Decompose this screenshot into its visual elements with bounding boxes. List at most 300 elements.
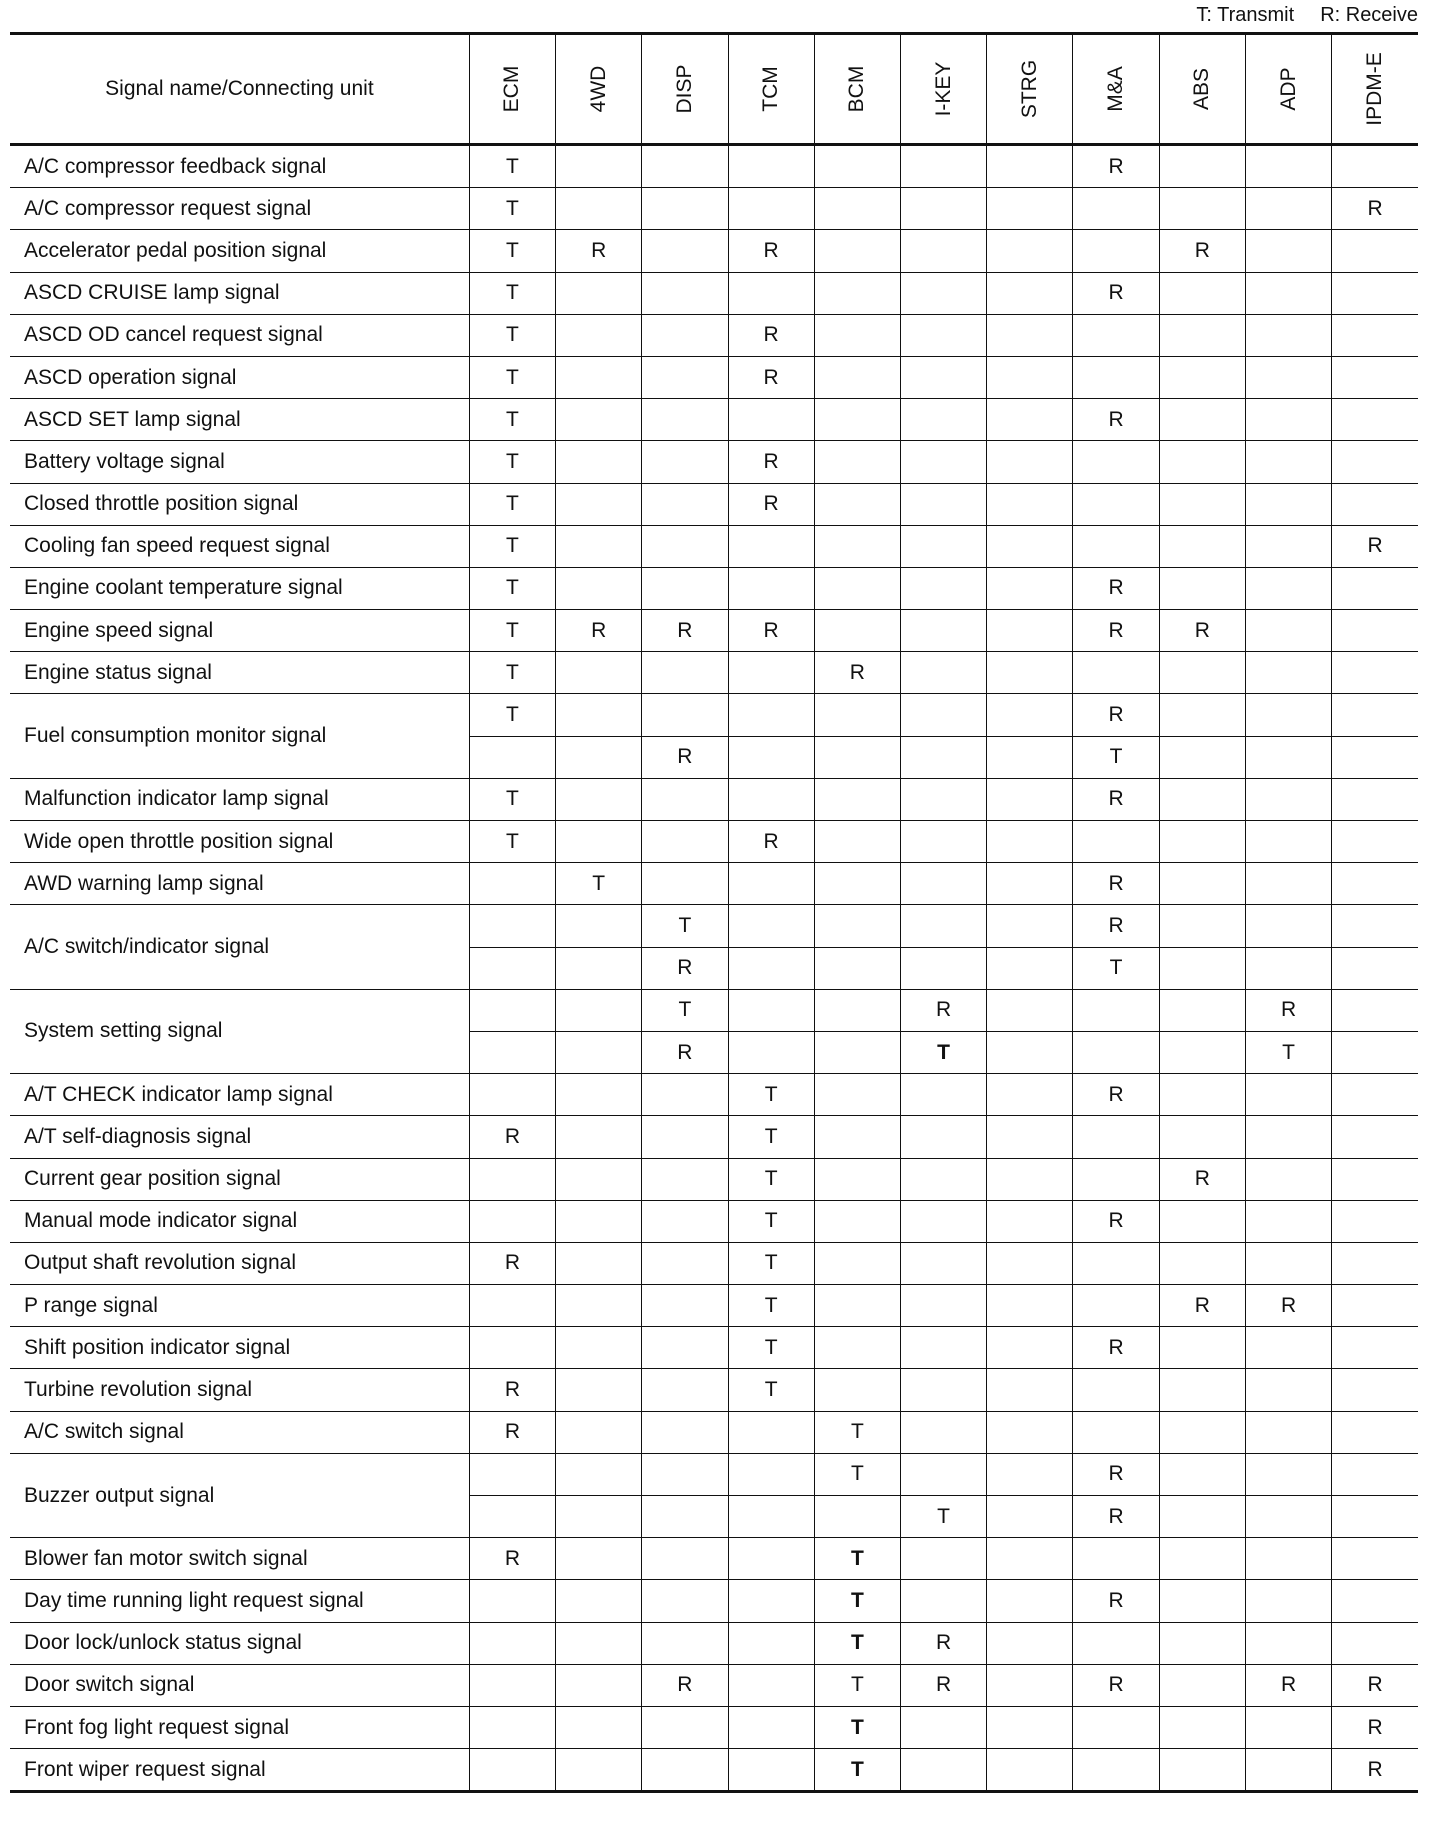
signal-cell bbox=[1073, 652, 1159, 694]
signal-cell bbox=[556, 145, 642, 188]
signal-cell bbox=[1332, 694, 1418, 736]
signal-cell: R bbox=[728, 483, 814, 525]
signal-cell bbox=[642, 821, 728, 863]
signal-cell bbox=[814, 314, 900, 356]
signal-cell bbox=[642, 567, 728, 609]
signal-cell bbox=[814, 525, 900, 567]
unit-column-label: IPDM-E bbox=[1363, 52, 1387, 126]
signal-cell: R bbox=[728, 314, 814, 356]
signal-cell: R bbox=[642, 610, 728, 652]
signal-cell bbox=[1332, 441, 1418, 483]
signal-cell: R bbox=[1073, 1327, 1159, 1369]
signal-cell bbox=[642, 230, 728, 272]
signal-cell bbox=[900, 1369, 986, 1411]
signal-cell bbox=[728, 525, 814, 567]
signal-cell: T bbox=[728, 1200, 814, 1242]
signal-cell bbox=[642, 863, 728, 905]
unit-column-label: TCM bbox=[759, 66, 783, 112]
signal-cell bbox=[642, 272, 728, 314]
signal-cell bbox=[987, 1200, 1073, 1242]
signal-cell: R bbox=[1073, 1496, 1159, 1538]
signal-name: ASCD CRUISE lamp signal bbox=[10, 272, 469, 314]
signal-cell bbox=[728, 1496, 814, 1538]
signal-cell bbox=[1332, 1200, 1418, 1242]
table-row bbox=[10, 1706, 1418, 1748]
signal-cell bbox=[900, 736, 986, 778]
signal-cell bbox=[1159, 1369, 1245, 1411]
signal-cell bbox=[556, 1749, 642, 1792]
signal-cell bbox=[900, 483, 986, 525]
unit-column-header bbox=[1332, 34, 1418, 145]
signal-cell bbox=[987, 1453, 1073, 1495]
signal-cell bbox=[1073, 1749, 1159, 1792]
signal-cell bbox=[900, 947, 986, 989]
signal-cell bbox=[556, 1622, 642, 1664]
signal-cell bbox=[642, 1538, 728, 1580]
signal-cell bbox=[469, 1285, 555, 1327]
unit-column-header bbox=[1245, 34, 1331, 145]
signal-cell: R bbox=[1245, 1285, 1331, 1327]
signal-cell bbox=[814, 905, 900, 947]
signal-cell: R bbox=[1073, 1580, 1159, 1622]
signal-cell: R bbox=[642, 736, 728, 778]
signal-cell bbox=[1245, 778, 1331, 820]
unit-column-header bbox=[987, 34, 1073, 145]
signal-cell: R bbox=[728, 821, 814, 863]
signal-cell: R bbox=[728, 610, 814, 652]
signal-cell bbox=[1332, 778, 1418, 820]
signal-cell bbox=[1073, 356, 1159, 398]
signal-cell: T bbox=[814, 1580, 900, 1622]
signal-cell bbox=[1159, 821, 1245, 863]
signal-cell bbox=[1159, 652, 1245, 694]
signal-cell bbox=[1159, 399, 1245, 441]
signal-cell bbox=[642, 525, 728, 567]
table-row bbox=[10, 1242, 1418, 1284]
signal-cell bbox=[1073, 483, 1159, 525]
signal-cell: R bbox=[556, 230, 642, 272]
signal-cell: R bbox=[469, 1538, 555, 1580]
unit-column-label: ADP bbox=[1276, 67, 1300, 111]
signal-cell: R bbox=[469, 1369, 555, 1411]
signal-cell: R bbox=[1073, 778, 1159, 820]
signal-cell bbox=[556, 1580, 642, 1622]
signal-name: Current gear position signal bbox=[10, 1158, 469, 1200]
signal-cell: T bbox=[728, 1158, 814, 1200]
signal-cell bbox=[1159, 1327, 1245, 1369]
signal-name: Fuel consumption monitor signal bbox=[10, 694, 469, 778]
signal-cell bbox=[987, 694, 1073, 736]
signal-cell: R bbox=[1073, 272, 1159, 314]
signal-cell bbox=[1073, 989, 1159, 1031]
signal-cell bbox=[1245, 1749, 1331, 1792]
signal-cell bbox=[1332, 1411, 1418, 1453]
signal-cell bbox=[814, 778, 900, 820]
signal-cell bbox=[1332, 230, 1418, 272]
signal-cell bbox=[469, 1496, 555, 1538]
signal-cell bbox=[1245, 1116, 1331, 1158]
signal-name: Engine status signal bbox=[10, 652, 469, 694]
signal-cell bbox=[1073, 1158, 1159, 1200]
signal-cell bbox=[1245, 905, 1331, 947]
signal-cell bbox=[814, 1116, 900, 1158]
table-body bbox=[10, 145, 1418, 1792]
signal-cell bbox=[987, 230, 1073, 272]
signal-cell bbox=[1245, 441, 1331, 483]
signal-cell bbox=[1332, 1242, 1418, 1284]
unit-column-header bbox=[814, 34, 900, 145]
signal-cell bbox=[1245, 652, 1331, 694]
signal-cell bbox=[987, 947, 1073, 989]
signal-name: Manual mode indicator signal bbox=[10, 1200, 469, 1242]
signal-cell: R bbox=[1159, 230, 1245, 272]
signal-cell bbox=[987, 1664, 1073, 1706]
signal-cell bbox=[900, 1200, 986, 1242]
signal-cell bbox=[556, 1074, 642, 1116]
signal-cell: R bbox=[1159, 610, 1245, 652]
signal-cell: R bbox=[1245, 989, 1331, 1031]
signal-cell bbox=[987, 441, 1073, 483]
signal-cell bbox=[1073, 1622, 1159, 1664]
signal-cell bbox=[556, 1327, 642, 1369]
signal-cell bbox=[728, 145, 814, 188]
signal-cell bbox=[1073, 1369, 1159, 1411]
signal-cell bbox=[814, 1074, 900, 1116]
signal-cell: T bbox=[469, 694, 555, 736]
signal-cell bbox=[1332, 272, 1418, 314]
signal-cell bbox=[1245, 1242, 1331, 1284]
signal-cell bbox=[1332, 567, 1418, 609]
signal-cell bbox=[1245, 145, 1331, 188]
signal-cell bbox=[900, 314, 986, 356]
signal-cell bbox=[642, 778, 728, 820]
signal-cell bbox=[1073, 821, 1159, 863]
unit-column-header bbox=[556, 34, 642, 145]
signal-cell bbox=[814, 1242, 900, 1284]
signal-cell bbox=[1332, 399, 1418, 441]
signal-cell bbox=[987, 272, 1073, 314]
signal-cell bbox=[556, 525, 642, 567]
signal-cell bbox=[1073, 1285, 1159, 1327]
table-row bbox=[10, 778, 1418, 820]
unit-column-header bbox=[642, 34, 728, 145]
signal-cell bbox=[1332, 1622, 1418, 1664]
signal-cell bbox=[556, 821, 642, 863]
signal-cell: R bbox=[556, 610, 642, 652]
signal-cell bbox=[469, 1074, 555, 1116]
signal-cell bbox=[556, 1706, 642, 1748]
signal-cell bbox=[728, 1622, 814, 1664]
signal-cell bbox=[987, 483, 1073, 525]
signal-cell bbox=[469, 1580, 555, 1622]
signal-cell bbox=[987, 356, 1073, 398]
signal-cell bbox=[1332, 1158, 1418, 1200]
signal-cell bbox=[987, 1749, 1073, 1792]
signal-cell: R bbox=[1073, 1453, 1159, 1495]
signal-name: Turbine revolution signal bbox=[10, 1369, 469, 1411]
signal-cell bbox=[1332, 1285, 1418, 1327]
table-row bbox=[10, 399, 1418, 441]
signal-cell bbox=[728, 989, 814, 1031]
signal-cell bbox=[728, 1749, 814, 1792]
signal-cell bbox=[556, 1453, 642, 1495]
signal-cell bbox=[814, 1158, 900, 1200]
signal-cell bbox=[1073, 525, 1159, 567]
signal-cell bbox=[642, 1496, 728, 1538]
signal-cell bbox=[642, 1580, 728, 1622]
signal-cell bbox=[987, 736, 1073, 778]
signal-cell bbox=[642, 441, 728, 483]
signal-cell bbox=[1159, 1242, 1245, 1284]
signal-cell bbox=[642, 1749, 728, 1792]
signal-cell bbox=[728, 778, 814, 820]
signal-cell bbox=[1332, 1453, 1418, 1495]
signal-cell: R bbox=[900, 1622, 986, 1664]
table-row bbox=[10, 1664, 1418, 1706]
signal-cell: R bbox=[1073, 1664, 1159, 1706]
unit-column-header bbox=[469, 34, 555, 145]
signal-cell: T bbox=[469, 441, 555, 483]
table-row bbox=[10, 610, 1418, 652]
signal-cell: T bbox=[814, 1538, 900, 1580]
signal-cell bbox=[1332, 145, 1418, 188]
signal-name-column-header: Signal name/Connecting unit bbox=[10, 34, 469, 145]
signal-cell bbox=[1245, 483, 1331, 525]
signal-cell: T bbox=[469, 399, 555, 441]
signal-cell: R bbox=[642, 1031, 728, 1073]
signal-cell bbox=[1159, 1538, 1245, 1580]
signal-cell: T bbox=[814, 1411, 900, 1453]
signal-cell bbox=[814, 272, 900, 314]
signal-cell bbox=[469, 1706, 555, 1748]
signal-cell bbox=[814, 1327, 900, 1369]
signal-cell bbox=[1159, 1031, 1245, 1073]
signal-cell bbox=[469, 1158, 555, 1200]
signal-cell bbox=[469, 1749, 555, 1792]
unit-column-label: ABS bbox=[1190, 67, 1214, 111]
signal-cell: R bbox=[1245, 1664, 1331, 1706]
signal-cell bbox=[900, 1158, 986, 1200]
signal-cell bbox=[728, 1453, 814, 1495]
signal-cell bbox=[1245, 356, 1331, 398]
signal-cell bbox=[728, 272, 814, 314]
signal-cell bbox=[814, 694, 900, 736]
signal-cell bbox=[1073, 1411, 1159, 1453]
signal-cell bbox=[987, 1369, 1073, 1411]
signal-cell: T bbox=[469, 230, 555, 272]
table-row bbox=[10, 694, 1418, 736]
signal-cell bbox=[556, 1538, 642, 1580]
signal-cell bbox=[987, 652, 1073, 694]
signal-cell bbox=[987, 1496, 1073, 1538]
signal-name: P range signal bbox=[10, 1285, 469, 1327]
signal-cell bbox=[728, 947, 814, 989]
signal-cell bbox=[1159, 314, 1245, 356]
signal-cell bbox=[556, 272, 642, 314]
signal-cell: T bbox=[728, 1116, 814, 1158]
signal-cell bbox=[987, 1242, 1073, 1284]
signal-cell bbox=[728, 694, 814, 736]
signal-name: Battery voltage signal bbox=[10, 441, 469, 483]
signal-cell bbox=[1245, 188, 1331, 230]
signal-cell bbox=[900, 1285, 986, 1327]
signal-cell bbox=[900, 1749, 986, 1792]
table-row bbox=[10, 441, 1418, 483]
signal-cell bbox=[814, 399, 900, 441]
signal-cell bbox=[556, 947, 642, 989]
signal-cell bbox=[1159, 694, 1245, 736]
signal-cell bbox=[1332, 610, 1418, 652]
signal-name: Door switch signal bbox=[10, 1664, 469, 1706]
signal-cell bbox=[642, 1285, 728, 1327]
table-row bbox=[10, 1622, 1418, 1664]
signal-cell bbox=[642, 1411, 728, 1453]
unit-column-header bbox=[728, 34, 814, 145]
signal-cell bbox=[1159, 567, 1245, 609]
signal-cell bbox=[1245, 1496, 1331, 1538]
signal-cell bbox=[1159, 1116, 1245, 1158]
signal-cell bbox=[814, 1369, 900, 1411]
signal-cell bbox=[728, 1706, 814, 1748]
table-row bbox=[10, 652, 1418, 694]
signal-cell: R bbox=[1073, 610, 1159, 652]
signal-cell bbox=[469, 863, 555, 905]
signal-cell bbox=[556, 1285, 642, 1327]
signal-cell: R bbox=[1332, 1706, 1418, 1748]
signal-cell bbox=[987, 863, 1073, 905]
signal-cell bbox=[642, 1116, 728, 1158]
signal-cell bbox=[1159, 736, 1245, 778]
signal-cell bbox=[1245, 610, 1331, 652]
unit-column-label: ECM bbox=[500, 65, 524, 113]
signal-cell bbox=[1159, 145, 1245, 188]
signal-cell bbox=[1332, 1327, 1418, 1369]
signal-cell bbox=[1159, 1453, 1245, 1495]
signal-cell bbox=[900, 694, 986, 736]
signal-cell: R bbox=[1073, 567, 1159, 609]
table-row bbox=[10, 1200, 1418, 1242]
signal-cell bbox=[1159, 1622, 1245, 1664]
signal-cell: R bbox=[1073, 145, 1159, 188]
signal-cell: T bbox=[642, 905, 728, 947]
signal-cell bbox=[556, 399, 642, 441]
signal-cell bbox=[728, 399, 814, 441]
signal-cell bbox=[1245, 863, 1331, 905]
signal-cell: T bbox=[469, 525, 555, 567]
signal-cell: T bbox=[556, 863, 642, 905]
signal-cell: R bbox=[469, 1242, 555, 1284]
signal-cell bbox=[987, 1031, 1073, 1073]
signal-cell bbox=[900, 1706, 986, 1748]
signal-cell: T bbox=[814, 1453, 900, 1495]
signal-name: Door lock/unlock status signal bbox=[10, 1622, 469, 1664]
signal-cell bbox=[556, 1496, 642, 1538]
signal-cell bbox=[1245, 1074, 1331, 1116]
table-row bbox=[10, 272, 1418, 314]
table-row bbox=[10, 525, 1418, 567]
signal-cell bbox=[900, 1327, 986, 1369]
signal-cell bbox=[556, 1369, 642, 1411]
signal-cell bbox=[1159, 441, 1245, 483]
signal-cell: R bbox=[1073, 399, 1159, 441]
header-row bbox=[10, 34, 1418, 145]
signal-cell: R bbox=[1073, 1074, 1159, 1116]
signal-cell bbox=[1332, 1580, 1418, 1622]
signal-cell bbox=[1159, 1496, 1245, 1538]
signal-cell bbox=[987, 314, 1073, 356]
signal-cell bbox=[1245, 694, 1331, 736]
signal-cell bbox=[1245, 1706, 1331, 1748]
signal-cell: R bbox=[1332, 188, 1418, 230]
signal-cell bbox=[987, 1074, 1073, 1116]
signal-cell bbox=[1159, 778, 1245, 820]
signal-cell: R bbox=[1159, 1285, 1245, 1327]
signal-cell bbox=[1245, 1622, 1331, 1664]
signal-cell bbox=[1245, 272, 1331, 314]
signal-cell bbox=[556, 567, 642, 609]
signal-cell bbox=[814, 1200, 900, 1242]
signal-cell bbox=[556, 483, 642, 525]
signal-cell bbox=[900, 399, 986, 441]
signal-cell bbox=[987, 1411, 1073, 1453]
signal-cell bbox=[814, 1285, 900, 1327]
signal-cell bbox=[1332, 821, 1418, 863]
signal-name: ASCD SET lamp signal bbox=[10, 399, 469, 441]
signal-cell bbox=[556, 652, 642, 694]
signal-cell bbox=[987, 1116, 1073, 1158]
signal-cell bbox=[556, 1116, 642, 1158]
signal-cell bbox=[556, 1664, 642, 1706]
table-row bbox=[10, 1580, 1418, 1622]
unit-column-header bbox=[1073, 34, 1159, 145]
signal-cell bbox=[900, 1242, 986, 1284]
signal-cell: T bbox=[900, 1031, 986, 1073]
signal-cell bbox=[1332, 652, 1418, 694]
signal-cell: T bbox=[814, 1664, 900, 1706]
table-row bbox=[10, 1369, 1418, 1411]
signal-cell bbox=[469, 1031, 555, 1073]
table-row bbox=[10, 989, 1418, 1031]
signal-cell bbox=[1159, 905, 1245, 947]
signal-cell bbox=[1073, 1031, 1159, 1073]
unit-column-label: STRG bbox=[1017, 59, 1041, 119]
signal-cell bbox=[1245, 1158, 1331, 1200]
signal-cell: T bbox=[1245, 1031, 1331, 1073]
signal-cell bbox=[642, 1622, 728, 1664]
signal-cell bbox=[814, 145, 900, 188]
signal-cell: R bbox=[1332, 1749, 1418, 1792]
signal-name: ASCD OD cancel request signal bbox=[10, 314, 469, 356]
signal-cell bbox=[1159, 1749, 1245, 1792]
table-row bbox=[10, 1158, 1418, 1200]
signal-cell bbox=[556, 1200, 642, 1242]
table-row bbox=[10, 483, 1418, 525]
signal-cell: T bbox=[469, 188, 555, 230]
signal-cell bbox=[642, 694, 728, 736]
signal-cell: T bbox=[469, 483, 555, 525]
signal-cell: T bbox=[1073, 736, 1159, 778]
signal-cell bbox=[728, 1538, 814, 1580]
signal-name: Output shaft revolution signal bbox=[10, 1242, 469, 1284]
signal-cell bbox=[556, 314, 642, 356]
signal-cell bbox=[1073, 314, 1159, 356]
signal-cell bbox=[987, 188, 1073, 230]
signal-cell bbox=[814, 1031, 900, 1073]
signal-cell bbox=[900, 230, 986, 272]
signal-cell bbox=[556, 1158, 642, 1200]
signal-cell bbox=[900, 1453, 986, 1495]
signal-cell bbox=[642, 188, 728, 230]
